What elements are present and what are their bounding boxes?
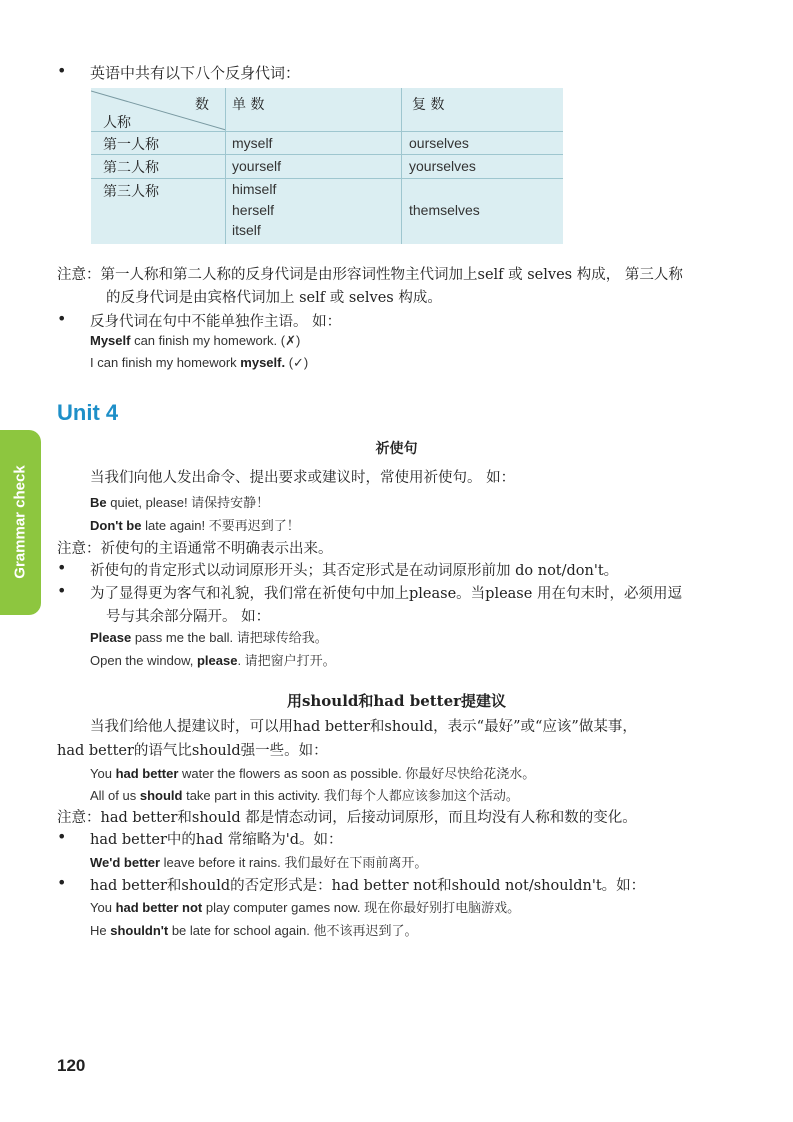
- table-cell-singular: herself: [232, 202, 275, 218]
- table-divider: [91, 154, 563, 155]
- imperative-example-4: Open the window, please. 请把窗户打开。: [90, 653, 336, 668]
- unit-title: Unit 4: [57, 400, 119, 425]
- table-header-person: 人称: [103, 115, 131, 131]
- table-cell-person: 第一人称: [103, 137, 159, 153]
- advice-intro-line1: 当我们给他人提建议时，可以用had better和should，表示“最好”或“应该”做某事，: [90, 719, 637, 735]
- advice-example-2: All of us should take part in this activity. 我们每个人都应该参加这个活动。: [90, 788, 519, 803]
- table-cell-person: 第二人称: [103, 160, 159, 176]
- section-heading-advice: 用should和had better提建议: [286, 692, 507, 710]
- note-reflexive-line2: 的反身代词是由宾格代词加上 self 或 selves 构成。: [106, 290, 442, 306]
- imperative-example-2: Don't be late again! 不要再迟到了！: [90, 518, 300, 533]
- imperative-bullet-1: • 祈使句的肯定形式以动词原形开头；其否定形式是在动词原形前加 do not/don't。: [90, 559, 618, 580]
- section-heading-imperative: 祈使句: [375, 441, 418, 457]
- page-number: 120: [57, 1056, 86, 1075]
- table-cell-singular: himself: [232, 181, 277, 197]
- table-header-singular: 单 数: [232, 97, 265, 113]
- advice-bullet-1: • had better中的had 常缩略为'd。如：: [90, 828, 343, 849]
- advice-example-4: You had better not play computer games now. 现在你最好别打电脑游戏。: [90, 900, 521, 915]
- reflexive-pronoun-table: [91, 88, 563, 244]
- imperative-example-3: Please pass me the ball. 请把球传给我。: [90, 630, 328, 645]
- table-cell-plural: yourselves: [409, 158, 476, 174]
- table-intro: • 英语中共有以下八个反身代词：: [90, 62, 300, 83]
- table-cell-singular: itself: [232, 222, 261, 238]
- side-tab-label: Grammar check: [11, 465, 29, 579]
- example-wrong: Myself can finish my homework. (✗): [90, 333, 301, 348]
- advice-bullet-2: • had better和should的否定形式是：had better not和should not/shouldn't。如：: [90, 874, 645, 895]
- note-reflexive-line1: 注意：第一人称和第二人称的反身代词是由形容词性物主代词加上self 或 selves 构成， 第三人称: [57, 267, 683, 283]
- imperative-note: 注意：祈使句的主语通常不明确表示出来。: [57, 541, 333, 557]
- imperative-intro: 当我们向他人发出命令、提出要求或建议时，常使用祈使句。 如：: [90, 470, 516, 486]
- advice-example-1: You had better water the flowers as soon as possible. 你最好尽快给花浇水。: [90, 766, 536, 781]
- table-header-plural: 复 数: [412, 97, 445, 113]
- table-divider: [225, 88, 226, 244]
- advice-intro-line2: had better的语气比should强一些。如：: [57, 743, 328, 759]
- advice-example-3: We'd better leave before it rains. 我们最好在下雨前离开。: [90, 855, 428, 870]
- bullet-subject-rule: • 反身代词在句中不能单独作主语。 如：: [90, 310, 341, 331]
- table-cell-plural: ourselves: [409, 135, 469, 151]
- example-right: I can finish my homework myself. (✓): [90, 355, 309, 370]
- advice-note: 注意：had better和should 都是情态动词，后接动词原形，而且均没有人称和数的变化。: [57, 810, 637, 826]
- table-cell-singular: yourself: [232, 158, 282, 174]
- table-cell-plural: themselves: [409, 202, 480, 218]
- imperative-bullet-2: • 为了显得更为客气和礼貌，我们常在祈使句中加上please。当please 用在句末时，必须用逗: [90, 582, 682, 603]
- table-divider: [91, 131, 563, 132]
- imperative-bullet-2-cont: 号与其余部分隔开。 如：: [106, 609, 271, 625]
- table-divider: [401, 88, 402, 244]
- table-cell-person: 第三人称: [103, 184, 159, 200]
- table-header-number: 数: [195, 97, 209, 113]
- table-divider: [91, 178, 563, 179]
- advice-example-5: He shouldn't be late for school again. 他不该再迟到了。: [90, 923, 418, 938]
- table-cell-singular: myself: [232, 135, 273, 151]
- imperative-example-1: Be quiet, please! 请保持安静！: [90, 495, 270, 510]
